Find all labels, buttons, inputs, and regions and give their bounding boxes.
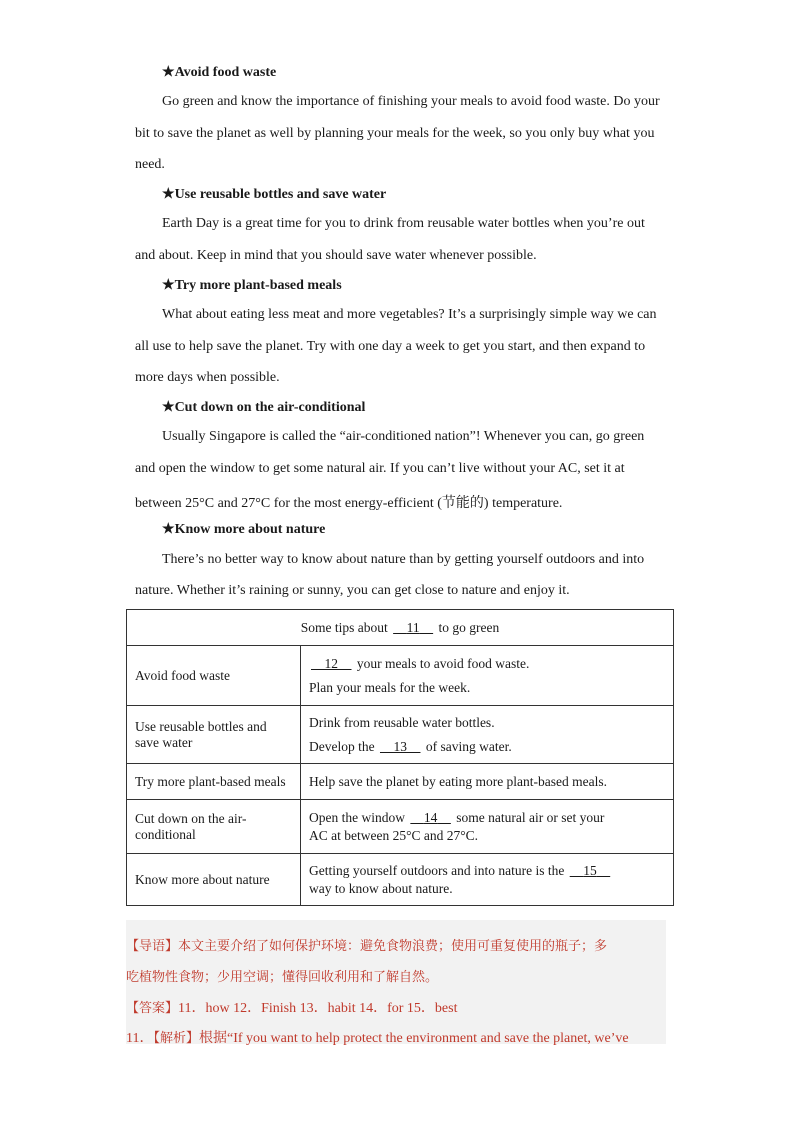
body-line: Earth Day is a great time for you to drink from reusable water bottles when you’re out <box>162 216 645 231</box>
row-content: Help save the planet by eating more plant-based meals. <box>301 764 674 800</box>
body-line: more days when possible. <box>135 370 280 385</box>
body-line: Go green and know the importance of finishing your meals to avoid food waste. Do your <box>162 94 660 109</box>
row-label: Avoid food waste <box>127 646 301 706</box>
table-title-row <box>127 610 674 646</box>
table-title: Some tips about 11 to go green <box>127 610 674 646</box>
row-content: Getting yourself outdoors and into nature is the 15 way to know about nature. <box>301 854 674 906</box>
body-line: nature. Whether it’s raining or sunny, you can get close to nature and enjoy it. <box>135 583 570 598</box>
body-line: and open the window to get some natural air. If you can’t live without your AC, set it at <box>135 461 625 476</box>
guide-line: 【导语】本文主要介绍了如何保护环境：避免食物浪费；使用可重复使用的瓶子；多 <box>126 939 608 954</box>
body-line: What about eating less meat and more vegetables? It’s a surprisingly simple way we can <box>162 307 657 322</box>
star-bullet: ★ <box>162 400 175 415</box>
section-heading: ★Use reusable bottles and save water <box>162 187 387 202</box>
answer-tag: 【答案】 <box>126 1001 179 1016</box>
body-line: bit to save the planet as well by planning your meals for the week, so you only buy what you <box>135 126 655 141</box>
row-content: Open the window 14 some natural air or set your AC at between 25°C and 27°C. <box>301 800 674 854</box>
row-label: Know more about nature <box>127 854 301 906</box>
row-content: 12 your meals to avoid food waste. Plan your meals for the week. <box>301 646 674 706</box>
row-content: Drink from reusable water bottles. Develop the 13 of saving water. <box>301 706 674 764</box>
table-row <box>127 706 674 764</box>
star-bullet: ★ <box>162 522 175 537</box>
table-row <box>127 646 674 706</box>
blank-14[interactable]: 14 <box>423 809 438 825</box>
analysis-tag: 【解析】 <box>153 1031 199 1046</box>
guide-line: 吃植物性食物；少用空调；懂得回收利用和了解自然。 <box>126 970 439 985</box>
answers: 11．how 12．Finish 13．habit 14．for 15．best <box>178 1001 458 1016</box>
body-line: all use to help save the planet. Try with one day a week to get you start, and then expand to <box>135 339 646 354</box>
blank-11[interactable]: 11 <box>406 619 420 635</box>
table-row <box>127 800 674 854</box>
section-heading: ★Cut down on the air-conditional <box>162 400 366 415</box>
blank-12[interactable]: 12 <box>324 655 338 671</box>
star-bullet: ★ <box>162 65 175 80</box>
body-line: between 25°C and 27°C for the most energy-efficient (节能的) temperature. <box>135 496 563 511</box>
body-line: Usually Singapore is called the “air-conditioned nation”! Whenever you can, go green <box>162 429 645 444</box>
tips-table <box>126 609 674 906</box>
blank-13[interactable]: 13 <box>393 738 407 754</box>
row-label: Try more plant-based meals <box>127 764 301 800</box>
analysis-line: 11．【解析】根据“If you want to help protect the environment and save the planet, we’ve <box>126 1031 629 1046</box>
body-line: and about. Keep in mind that you should save water whenever possible. <box>135 248 537 263</box>
section-heading: ★Avoid food waste <box>162 65 277 80</box>
answer-line <box>126 997 666 1017</box>
body-line: need. <box>135 157 165 172</box>
blank-15[interactable]: 15 <box>583 862 597 878</box>
section-heading: ★Know more about nature <box>162 522 326 537</box>
body-line: There’s no better way to know about nature than by getting yourself outdoors and into <box>162 552 645 567</box>
table-row <box>127 854 674 906</box>
row-label: Use reusable bottles and save water <box>127 706 301 764</box>
star-bullet: ★ <box>162 278 175 293</box>
table-row <box>127 764 674 800</box>
star-bullet: ★ <box>162 187 175 202</box>
row-label: Cut down on the air-conditional <box>127 800 301 854</box>
section-heading: ★Try more plant-based meals <box>162 278 342 293</box>
guide-tag: 【导语】 <box>126 939 179 954</box>
